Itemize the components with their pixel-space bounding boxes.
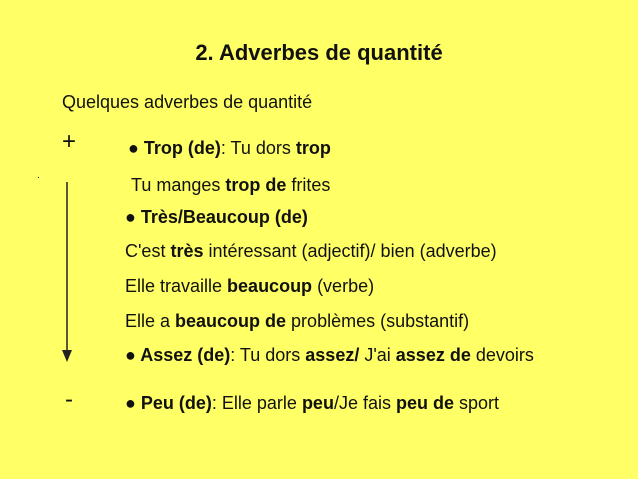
bold-text: trop bbox=[295, 138, 331, 158]
minus-sign: - bbox=[65, 386, 73, 413]
text: problèmes (substantif) bbox=[286, 311, 470, 331]
text: Tu manges bbox=[131, 175, 226, 195]
text: Elle travaille bbox=[125, 276, 228, 296]
text: (verbe) bbox=[312, 276, 375, 296]
text: frites bbox=[286, 175, 331, 195]
slide-subtitle: Quelques adverbes de quantité bbox=[62, 92, 313, 112]
text: C'est bbox=[125, 241, 171, 261]
bold-text: beaucoup de bbox=[175, 311, 287, 331]
stray-dot: . bbox=[37, 170, 40, 181]
bold-text: peu de bbox=[395, 393, 454, 413]
text: Elle a bbox=[125, 311, 176, 331]
text: : Elle parle bbox=[211, 393, 302, 413]
text: /Je fais bbox=[333, 393, 396, 413]
line-trop bbox=[128, 138, 331, 159]
line-assez bbox=[125, 345, 534, 366]
plus-sign: + bbox=[62, 128, 77, 155]
line-trop-example bbox=[131, 175, 330, 196]
text: J'ai bbox=[359, 345, 396, 365]
text: : Tu dors bbox=[230, 345, 306, 365]
bold-text: ● Très/Beaucoup (de) bbox=[125, 207, 308, 227]
bold-text: peu bbox=[301, 393, 334, 413]
text: sport bbox=[454, 393, 500, 413]
bold-text: ● Peu (de) bbox=[125, 393, 212, 413]
bold-text: beaucoup bbox=[227, 276, 313, 296]
text: : Tu dors bbox=[220, 138, 296, 158]
line-tres-example bbox=[125, 241, 497, 262]
bold-text: trop de bbox=[225, 175, 287, 195]
text: devoirs bbox=[470, 345, 534, 365]
text: intéressant (adjectif)/ bien (adverbe) bbox=[203, 241, 497, 261]
line-tres-beaucoup bbox=[125, 207, 308, 228]
bold-text: très bbox=[170, 241, 204, 261]
bold-text: ● Assez (de) bbox=[125, 345, 231, 365]
line-peu bbox=[125, 393, 499, 414]
bold-text: assez de bbox=[395, 345, 471, 365]
line-beaucoup-verbe bbox=[125, 276, 374, 297]
bold-text: ● Trop (de) bbox=[128, 138, 221, 158]
bold-text: assez/ bbox=[305, 345, 360, 365]
line-beaucoup-substantif bbox=[125, 311, 469, 332]
slide-title: 2. Adverbes de quantité bbox=[195, 40, 443, 65]
